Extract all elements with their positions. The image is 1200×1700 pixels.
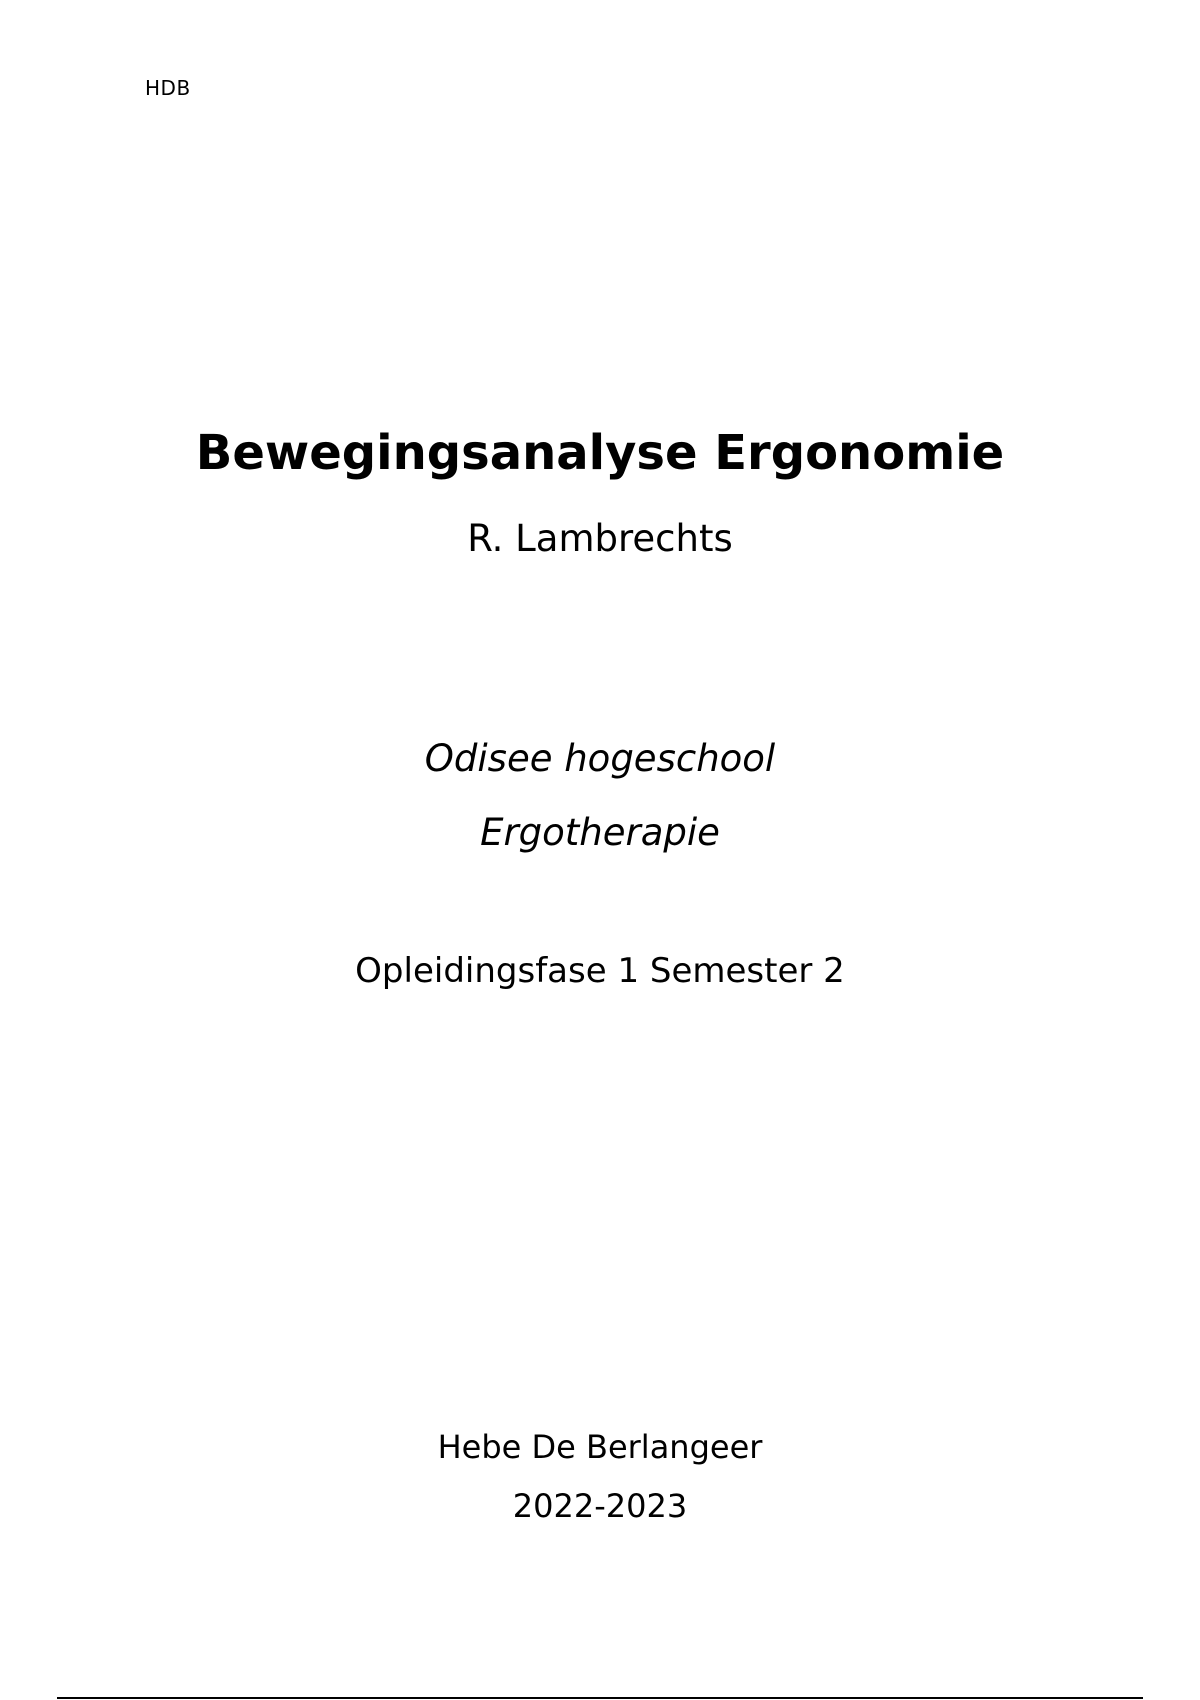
- author-name: R. Lambrechts: [467, 517, 733, 560]
- footer-divider: [57, 1697, 1143, 1699]
- document-title: Bewegingsanalyse Ergonomie: [195, 425, 1005, 481]
- student-name: Hebe De Berlangeer: [437, 1428, 763, 1466]
- program-name: Ergotherapie: [480, 811, 720, 854]
- study-phase: Opleidingsfase 1 Semester 2: [355, 951, 845, 991]
- header-initials: HDB: [145, 76, 191, 100]
- academic-year: 2022-2023: [512, 1487, 688, 1525]
- school-name: Odisee hogeschool: [424, 737, 776, 780]
